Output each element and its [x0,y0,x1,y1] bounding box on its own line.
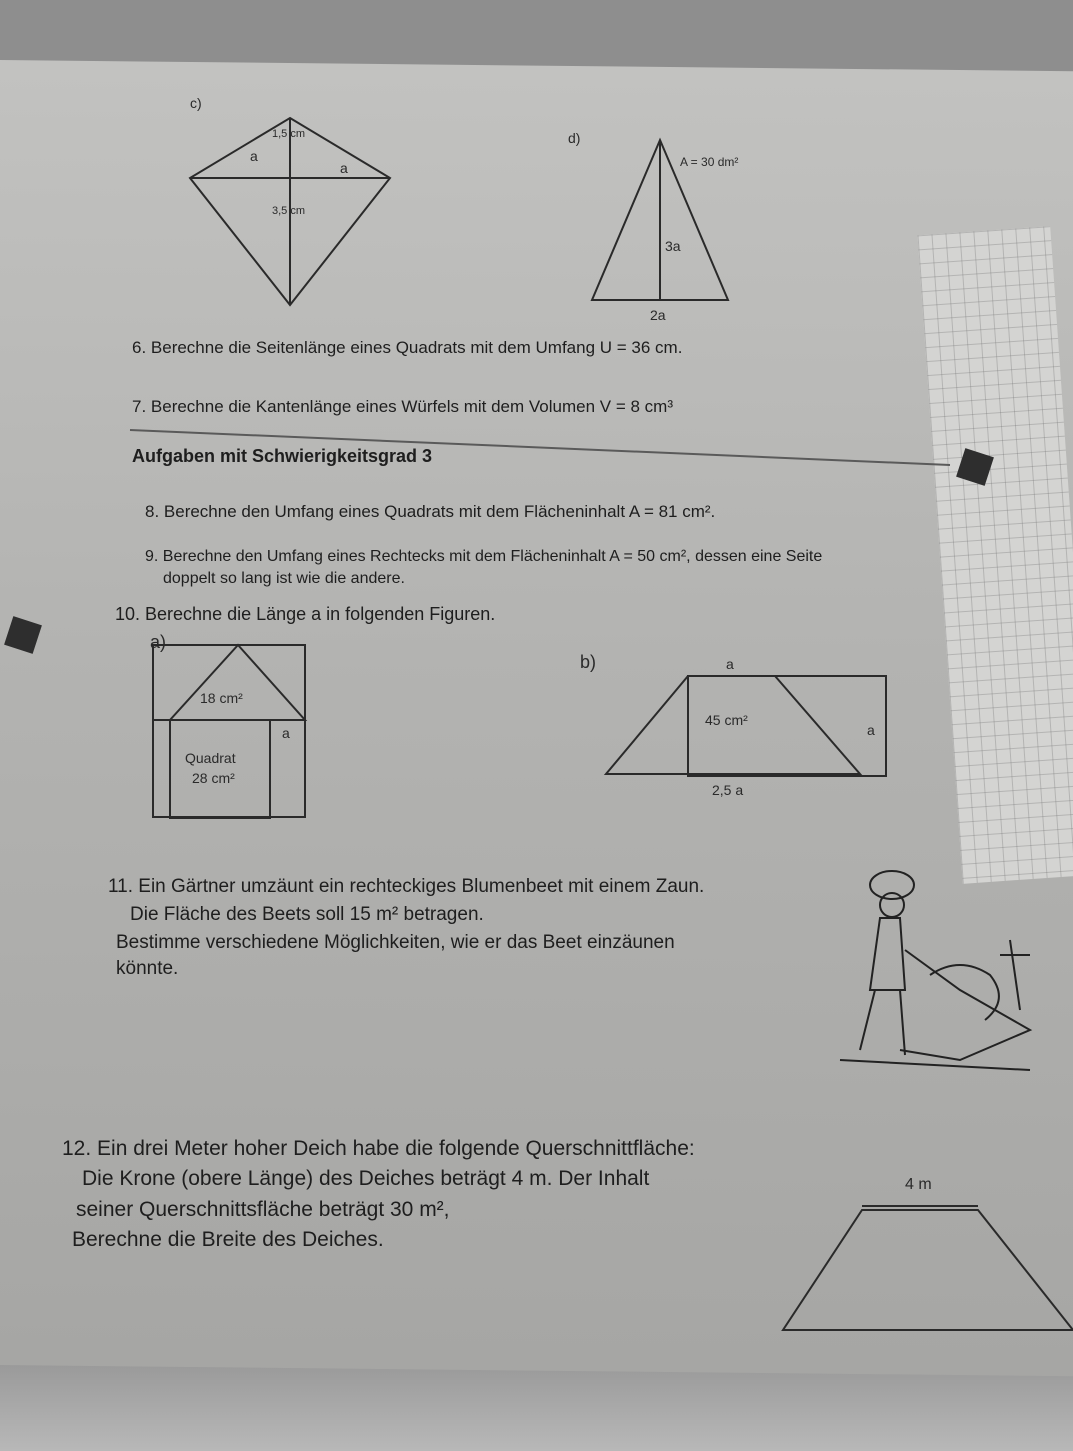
task-9-line-1: 9. Berechne den Umfang eines Rechtecks mit dem Flächeninhalt A = 50 cm², dessen eine Seite [145,548,823,565]
task-12-line-1: 12. Ein drei Meter hoher Deich habe die folgende Querschnittfläche: [62,1137,695,1160]
triangle-area: A = 30 dm² [680,155,739,169]
dike-top-length: 4 m [905,1176,932,1193]
task-11-line-1: 11. Ein Gärtner umzäunt ein rechteckiges Blumenbeet mit einem Zaun. [108,876,705,897]
task-12-line-3: seiner Querschnittsfläche beträgt 30 m², [76,1198,450,1221]
fig-10a-side-a: a [282,725,290,741]
gardener-illustration [840,871,1030,1070]
task-12-line-4: Berechne die Breite des Deiches. [72,1228,384,1251]
kite-side-a-left: a [250,148,258,164]
section-title: Aufgaben mit Schwierigkeitsgrad 3 [132,446,433,466]
fig-10b-area: 45 cm² [705,712,748,728]
kite-bottom-length: 3,5 cm [272,205,306,217]
task-7: 7. Berechne die Kantenlänge eines Würfels mit dem Volumen V = 8 cm³ [132,397,673,416]
task-12-line-2: Die Krone (obere Länge) des Deiches beträgt 4 m. Der Inhalt [82,1167,650,1190]
task-11-line-3: Bestimme verschiedene Möglichkeiten, wie er das Beet einzäunen [116,932,675,953]
fig-c-label: c) [190,95,202,111]
triangle-height: 3a [665,238,681,254]
fig-10a-square-area: 28 cm² [192,770,235,786]
fig-10b-top-a: a [726,656,734,672]
task-9-line-2: doppelt so lang ist wie die andere. [163,570,405,587]
fig-10a-triangle-area: 18 cm² [200,690,243,706]
fig-10a-label: a) [150,632,167,652]
task-11-line-4: könnte. [116,958,179,979]
fig-10b-bottom: 2,5 a [712,782,744,798]
triangle-base: 2a [650,307,666,323]
task-11-line-2: Die Fläche des Beets soll 15 m² betragen. [130,904,484,925]
task-6: 6. Berechne die Seitenlänge eines Quadrats mit dem Umfang U = 36 cm. [132,338,683,357]
fig-10b-label: b) [580,652,597,672]
fig-10a-square-name: Quadrat [185,750,236,766]
dike-figure [783,1206,1073,1330]
task-10: 10. Berechne die Länge a in folgenden Figuren. [115,604,496,624]
fig-10b-side-a: a [867,722,875,738]
task-8: 8. Berechne den Umfang eines Quadrats mit dem Flächeninhalt A = 81 cm². [145,502,716,521]
kite-side-a-right: a [340,160,348,176]
kite-top-length: 1,5 cm [272,128,306,140]
fig-d-label: d) [568,130,581,146]
